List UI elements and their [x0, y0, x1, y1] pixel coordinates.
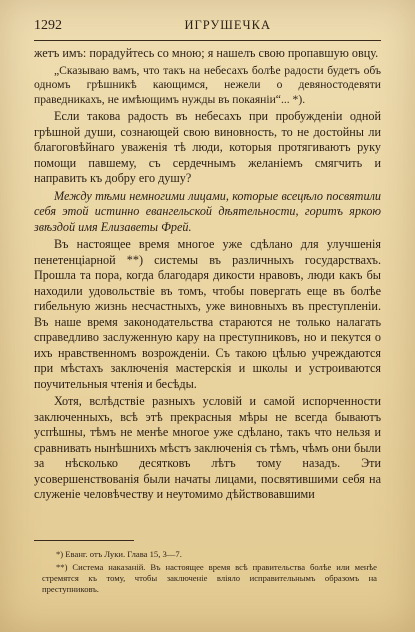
running-title: ИГРУШЕЧКА: [184, 18, 271, 32]
paragraph: Хотя, вслѣдствіе разныхъ условій и самой испорченности заключенныхъ, всѣ этѣ прекрасныя мѣры не всегда бываютъ успѣшны, тѣмъ не менѣе многое уже сдѣлано, такъ что нельзя и сравнивать нынѣшнихъ мѣстъ заключенія съ тѣмъ, чѣмъ они были за нѣсколько десятковъ лѣтъ тому назадъ. Эти усовершенствованія были начаты лицами, посвятившими себя на служеніе человѣчеству и неутомимо дѣйствовавшими: [34, 394, 381, 502]
footnote: *) Еванг. отъ Луки. Глава 15, 3—7.: [56, 549, 182, 559]
header-rule: [34, 40, 381, 41]
paragraph: Если такова радость въ небесахъ при пробужденіи одной грѣшной души, сознающей свою виновность, то не достойны ли благоговѣйнаго уваженія тѣ люди, которыя протягиваютъ руку помощи павшему, съ сердечнымъ желаніемъ смягчить и направить къ добру его душу?: [34, 109, 381, 186]
footnotes: [42, 549, 377, 597]
page-number: 1292: [34, 18, 62, 33]
footnote-rule: [34, 540, 134, 541]
footnote: **) Система наказаній. Въ настоящее время всѣ правительства болѣе или менѣе стремятся къ тому, чтобы заключеніе вліяло исправительнымъ образомъ на преступниковъ.: [42, 562, 377, 594]
paragraph-continuation: жетъ имъ: порадуйтесь со мною; я нашелъ свою пропавшую овцу.: [34, 46, 379, 60]
page-header: [34, 18, 381, 38]
paragraph-emphasis: Между тѣми немногими лицами, которые всецѣло посвятили себя этой истинно евангельской дѣятельности, горитъ яркою звѣздой имя Елизаветы Фрей.: [34, 188, 381, 234]
body-text: [34, 46, 381, 505]
paragraph-quote: „Сказываю вамъ, что такъ на небесахъ болѣе радости будетъ объ одномъ грѣшникѣ кающимся, нежели о девяностодевяти праведникахъ, не имѣющимъ нужды въ покаяніи“... *).: [34, 63, 381, 106]
paragraph: Въ настоящее время многое уже сдѣлано для улучшенія пенетенціарной **) системы въ различныхъ государствахъ. Прошла та пора, когда благодаря дикости нравовъ, люди какъ бы находили удовольствіе въ томъ, чтобы повергать еще въ болѣе гибельную жизнь несчастныхъ, уже виновныхъ въ преступленіи. Въ наше время законодательства стараются не только налагать справедливо заслуженную кару на преступниковъ, но и пекутся о ихъ нравственномъ возрожденіи. Съ такою цѣлью учреждаются при мѣстахъ заключенія мастерскія и школы и устроиваются поучительныя чтенія и бесѣды.: [34, 237, 381, 391]
